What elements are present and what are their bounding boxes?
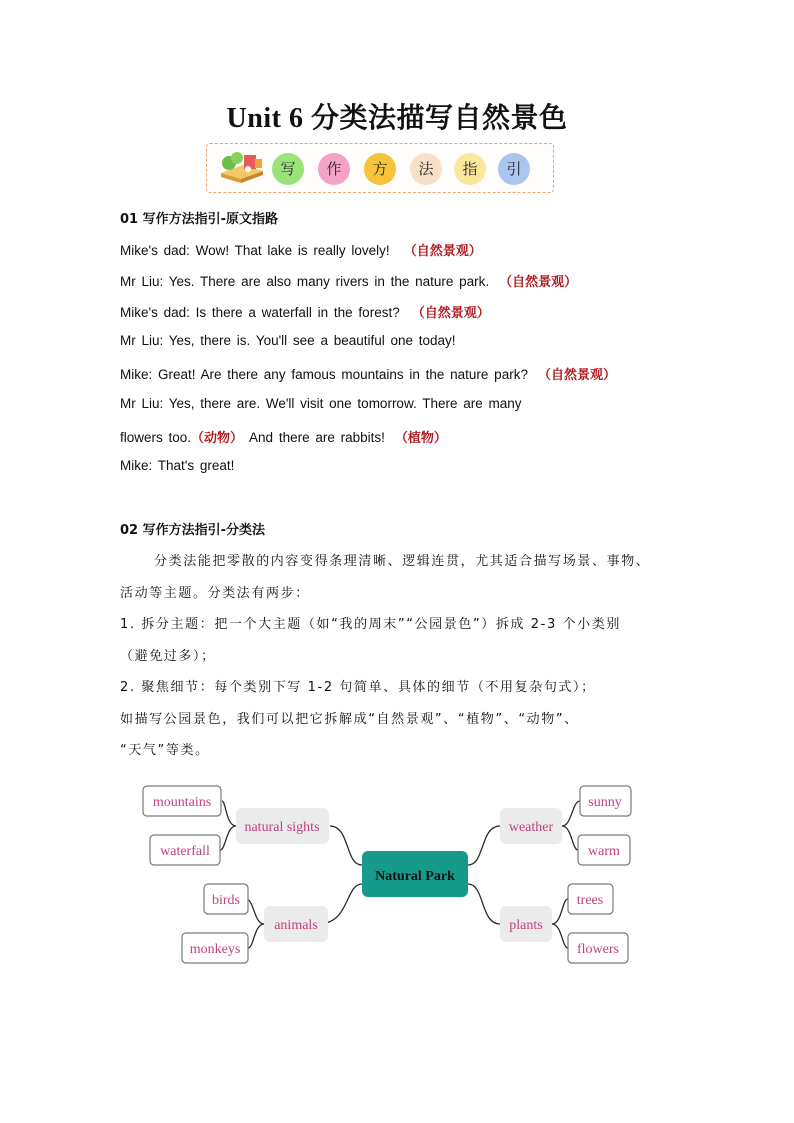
dialogue-text: flowers too. <box>120 430 192 445</box>
step-2-line: 2. 聚焦细节：每个类别下写 1-2 句简单、具体的细节（不用复杂句式）； <box>120 680 596 695</box>
leaf-label: monkeys <box>189 942 241 957</box>
category-tag: （自然景观） <box>499 275 578 290</box>
branch-label: weather <box>508 820 554 835</box>
leaf-label: flowers <box>577 942 619 957</box>
mindmap-center-label: Natural Park <box>375 869 455 884</box>
connector <box>246 899 264 948</box>
branch-label: natural sights <box>244 820 320 835</box>
section2-heading: 02 写作方法指引-分类法 <box>120 523 266 538</box>
leaf-label: warm <box>588 844 620 859</box>
leaf-label: waterfall <box>160 844 210 859</box>
dialogue-text: Mike's dad: Wow! That lake is really lovely! <box>120 243 390 258</box>
section1-heading: 01 写作方法指引-原文指路 <box>120 212 279 227</box>
dialogue-text: Mr Liu: Yes. There are also many rivers in the nature park. <box>120 274 490 289</box>
branch-label: plants <box>509 918 543 933</box>
paragraph-line: 分类法能把零散的内容变得条理清晰、逻辑连贯，尤其适合描写场景、事物、 <box>154 554 651 569</box>
connector <box>468 884 500 924</box>
chip-zhi: 指 <box>454 153 486 185</box>
connector <box>562 801 580 850</box>
chip-fang: 方 <box>364 153 396 185</box>
step-1-line: 1. 拆分主题：把一个大主题（如“我的周末”“公园景色”）拆成 2-3 个小类别 <box>120 617 621 632</box>
dialogue-line-8: Mike: That's great! <box>120 458 235 473</box>
leaf-label: trees <box>576 893 604 908</box>
branch-label: animals <box>274 918 318 933</box>
paragraph-line: 活动等主题。分类法有两步： <box>120 586 310 601</box>
connector <box>468 826 500 865</box>
leaf-label: birds <box>212 893 240 908</box>
step-1-line: （避免过多）； <box>120 649 216 664</box>
connector <box>220 801 236 850</box>
category-tag: （动物） <box>191 431 244 446</box>
example-line: 如描写公园景色，我们可以把它拆解成“自然景观”、“植物”、“动物”、 <box>120 712 579 727</box>
dialogue-text: Mr Liu: Yes, there are. We'll visit one tomorrow. There are many <box>120 396 522 411</box>
category-tag: （植物） <box>394 431 447 446</box>
chip-zuo: 作 <box>318 153 350 185</box>
page-title: Unit 6 分类法描写自然景色 <box>226 103 568 134</box>
dialogue-text: Mike's dad: Is there a waterfall in the forest? <box>120 305 400 320</box>
leaf-label: sunny <box>588 795 622 810</box>
dialogue-text: Mike: Great! Are there any famous mountains in the nature park? <box>120 367 528 382</box>
chip-yin: 引 <box>498 153 530 185</box>
category-tag: （自然景观） <box>411 306 490 321</box>
dialogue-text: And there are rabbits! <box>249 430 385 445</box>
leaf-label: mountains <box>152 795 212 810</box>
connector <box>330 826 362 865</box>
chip-fa: 法 <box>410 153 442 185</box>
category-tag: （自然景观） <box>403 244 482 259</box>
chip-xie: 写 <box>272 153 304 185</box>
category-tag: （自然景观） <box>537 368 616 383</box>
dialogue-text: Mr Liu: Yes, there is. You'll see a beautiful one today! <box>120 333 456 348</box>
example-line: “天气”等类。 <box>120 743 210 758</box>
connector <box>552 899 568 948</box>
